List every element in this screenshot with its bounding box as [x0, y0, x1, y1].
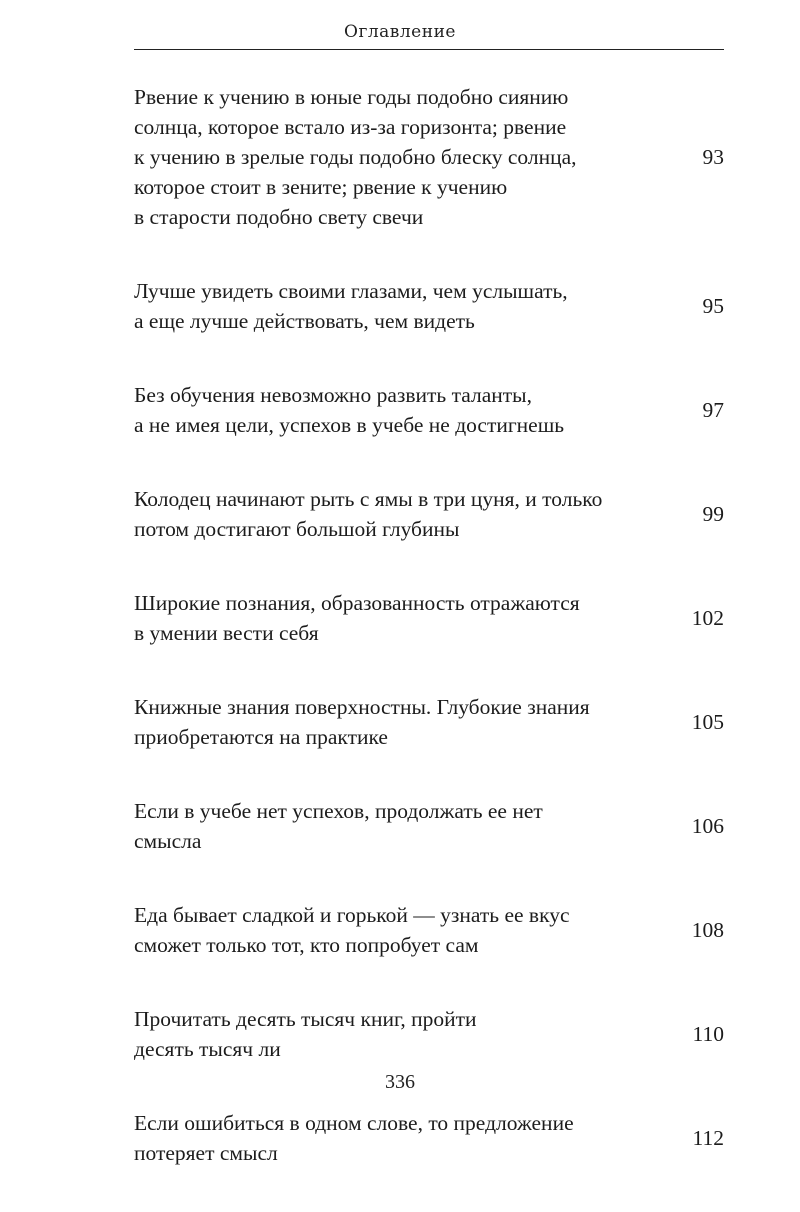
toc-entry-line: Прочитать десять тысяч книг, пройти — [134, 1007, 477, 1031]
toc-entry[interactable] — [134, 484, 724, 544]
toc-entry-line: потеряет смысл — [134, 1141, 278, 1165]
toc-entry-page-number: 95 — [702, 294, 724, 318]
toc-entry-page-number: 93 — [702, 145, 724, 169]
toc-entry-line: Рвение к учению в юные годы подобно сиянию — [134, 85, 569, 109]
toc-entry-title — [134, 82, 676, 232]
toc-entry[interactable] — [134, 900, 724, 960]
toc-entry-line: к учению в зрелые годы подобно блеску солнца, — [134, 145, 577, 169]
toc-entry-line: которое стоит в зените; рвение к учению — [134, 175, 508, 199]
toc-entry-title — [134, 900, 676, 960]
toc-entry-line: Если ошибиться в одном слове, то предложение — [134, 1111, 574, 1135]
toc-entry[interactable] — [134, 82, 724, 232]
toc-entry-page-number: 99 — [702, 502, 724, 526]
toc-entry-line: сможет только тот, кто попробует сам — [134, 933, 479, 957]
toc-entry-line: приобретаются на практике — [134, 725, 388, 749]
toc-entry[interactable] — [134, 1004, 724, 1064]
toc-entry-title — [134, 692, 676, 752]
toc-entry-line: в старости подобно свету свечи — [134, 205, 424, 229]
running-head-title: Оглавление — [344, 22, 456, 42]
toc-entry-line: Книжные знания поверхностны. Глубокие знания — [134, 695, 590, 719]
toc-entry[interactable] — [134, 380, 724, 440]
toc-entry-title — [134, 484, 676, 544]
toc-entry-title — [134, 796, 676, 856]
toc-entry-line: а не имея цели, успехов в учебе не достигнешь — [134, 413, 565, 437]
toc-entry-title — [134, 588, 676, 648]
toc-entry[interactable] — [134, 692, 724, 752]
toc-entry-title — [134, 1004, 676, 1064]
toc-entry-page-number: 110 — [692, 1022, 724, 1046]
toc-entry-page-number: 102 — [691, 606, 724, 630]
toc-entry[interactable] — [134, 796, 724, 856]
toc-entry-page-number: 97 — [702, 398, 724, 422]
toc-entry-line: смысла — [134, 829, 202, 853]
toc-entry-line: Если в учебе нет успехов, продолжать ее нет — [134, 799, 543, 823]
toc-entry-title — [134, 1108, 676, 1168]
toc-entry-page-number: 108 — [691, 918, 724, 942]
toc-entry-line: десять тысяч ли — [134, 1037, 281, 1061]
toc-entry-line: потом достигают большой глубины — [134, 517, 460, 541]
toc-entry-line: Широкие познания, образованность отражаются — [134, 591, 580, 615]
toc-entry-line: Еда бывает сладкой и горькой — узнать ее вкус — [134, 903, 570, 927]
header-divider — [134, 49, 724, 50]
toc-entry-line: в умении вести себя — [134, 621, 319, 645]
toc-entry-title — [134, 380, 676, 440]
toc-entry-line: Колодец начинают рыть с ямы в три цуня, и только — [134, 487, 603, 511]
toc-entry-page-number: 105 — [691, 710, 724, 734]
page-number: 336 — [385, 1071, 415, 1093]
toc-entry-line: Без обучения невозможно развить таланты, — [134, 383, 532, 407]
toc-entry[interactable] — [134, 276, 724, 336]
toc-entry[interactable] — [134, 588, 724, 648]
toc-entry-line: Лучше увидеть своими глазами, чем услышать, — [134, 279, 568, 303]
table-of-contents — [134, 82, 724, 1212]
toc-entry-title — [134, 276, 676, 336]
toc-entry-line: а еще лучше действовать, чем видеть — [134, 309, 475, 333]
toc-entry[interactable] — [134, 1108, 724, 1168]
toc-entry-page-number: 106 — [691, 814, 724, 838]
toc-entry-line: солнца, которое встало из-за горизонта; рвение — [134, 115, 567, 139]
toc-entry-page-number: 112 — [692, 1126, 724, 1150]
